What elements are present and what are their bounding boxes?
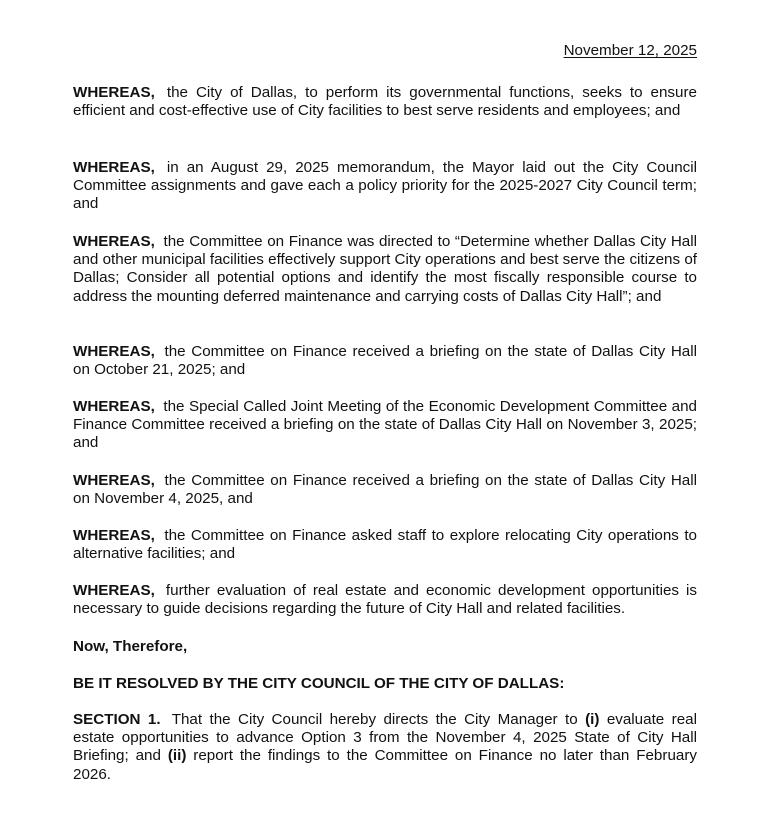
- section-text-c: report the findings to the Committee on Finance no later than February 2026.: [73, 747, 697, 783]
- whereas-text: in an August 29, 2025 memorandum, the Mayor laid out the City Council Committee assignments and gave each a policy priority for the 2025-2027 City Council term; and: [73, 159, 697, 213]
- whereas-text: the Committee on Finance was directed to “Determine whether Dallas City Hall and other municipal facilities effectively support City operations and best serve the citizens of Dallas; Consider all potential options and identify the most fiscally responsible course to address the mounting deferred maintenance and carrying costs of Dallas City Hall”; and: [73, 233, 697, 305]
- whereas-text: the Committee on Finance received a briefing on the state of Dallas City Hall on November 4, 2025, and: [73, 472, 697, 508]
- document-date: November 12, 2025: [563, 42, 697, 59]
- document-page: [73, 0, 697, 821]
- whereas-keyword: WHEREAS,: [73, 472, 155, 489]
- resolved-heading: BE IT RESOLVED BY THE CITY COUNCIL OF THE CITY OF DALLAS:: [73, 675, 565, 692]
- whereas-keyword: WHEREAS,: [73, 527, 155, 544]
- whereas-text: the Committee on Finance asked staff to explore relocating City operations to alternative facilities; and: [73, 527, 697, 563]
- whereas-text: the City of Dallas, to perform its governmental functions, seeks to ensure efficient and cost-effective use of City facilities to best serve residents and employees; and: [73, 84, 697, 120]
- marker-i: (i): [585, 711, 600, 728]
- whereas-keyword: WHEREAS,: [73, 84, 155, 101]
- whereas-clause-2: [73, 159, 697, 214]
- whereas-clause-7: [73, 527, 697, 563]
- now-therefore: Now, Therefore,: [73, 638, 188, 655]
- section-1: [73, 711, 697, 784]
- whereas-text: the Committee on Finance received a briefing on the state of Dallas City Hall on October 21, 2025; and: [73, 343, 697, 379]
- section-label: SECTION 1.: [73, 711, 161, 728]
- whereas-keyword: WHEREAS,: [73, 343, 155, 360]
- whereas-clause-1: [73, 84, 697, 120]
- whereas-clause-5: [73, 398, 697, 453]
- whereas-text: the Special Called Joint Meeting of the Economic Development Committee and Finance Committee received a briefing on the state of Dallas City Hall on November 3, 2025; and: [73, 398, 697, 452]
- whereas-keyword: WHEREAS,: [73, 159, 155, 176]
- section-text-a: That the City Council hereby directs the City Manager to: [171, 711, 578, 728]
- whereas-clause-4: [73, 343, 697, 379]
- marker-ii: (ii): [167, 747, 187, 765]
- whereas-keyword: WHEREAS,: [73, 233, 155, 250]
- whereas-clause-6: [73, 472, 697, 508]
- whereas-keyword: WHEREAS,: [73, 398, 155, 415]
- whereas-clause-8: [73, 582, 697, 618]
- whereas-clause-3: [73, 233, 697, 306]
- whereas-keyword: WHEREAS,: [73, 582, 155, 599]
- whereas-text: further evaluation of real estate and economic development opportunities is necessary to guide decisions regarding the future of City Hall and related facilities.: [73, 582, 697, 618]
- section-text-b: evaluate real estate opportunities to advance Option 3 from the November 4, 2025 State of City Hall Briefing; and: [73, 711, 697, 765]
